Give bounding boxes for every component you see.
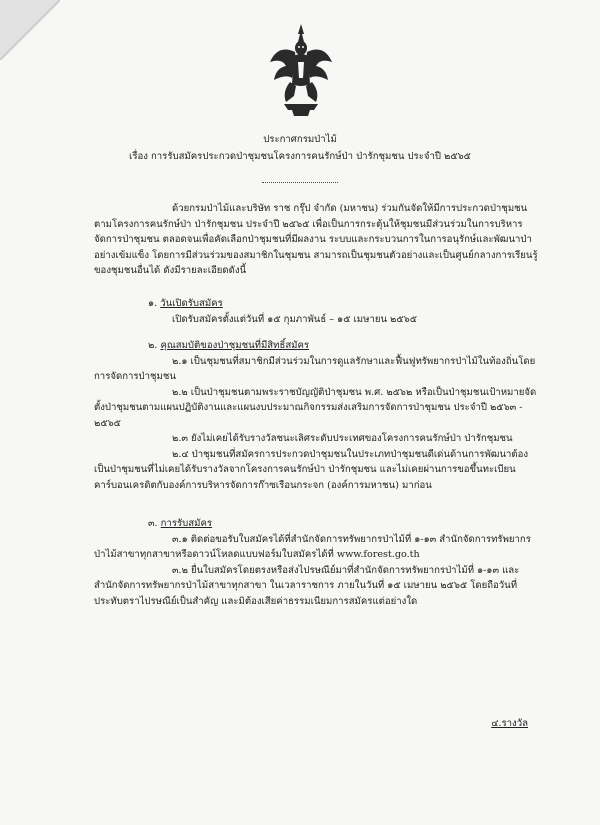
folded-corner bbox=[0, 0, 60, 60]
garuda-emblem-icon bbox=[268, 22, 334, 118]
section-2-item-3: ๒.๓ ยังไม่เคยได้รับรางวัลชนะเลิศระดับประเทศของโครงการคนรักษ์ป่า ป่ารักชุมชน bbox=[172, 433, 513, 444]
next-page-reference: ๔.รางวัล bbox=[491, 718, 528, 729]
section-2-number: ๒. bbox=[148, 340, 158, 351]
intro-paragraph: ด้วยกรมป่าไม้และบริษัท ราช กรุ๊ป จำกัด (มหาชน) ร่วมกันจัดให้มีการประกวดป่าชุมชนตามโครงการคนรักษ์ป่า ป่ารักชุมชน ประจำปี ๒๕๖๕ เพื่อเป็นการกระตุ้นให้ชุมชนมีส่วนร่วมในการบริหารจัดการป่าชุมชน ตลอดจนเพื่อคัดเลือกป่าชุมชนที่มีผลงาน ระบบและกระบวนการในการอนุรักษ์และพัฒนาป่าอย่างเข้มแข็ง โดยการมีส่วนร่วมของสมาชิกในชุมชน สามารถเป็นชุมชนตัวอย่างและเป็นศูนย์กลางการเรียนรู้ของชุมชนอื่นได้ ดังมีรายละเอียดดังนี้ bbox=[94, 203, 538, 276]
section-2-title: คุณสมบัติของป่าชุมชนที่มีสิทธิ์สมัคร bbox=[160, 340, 310, 351]
section-2-item-2: ๒.๒ เป็นป่าชุมชนตามพระราชบัญญัติป่าชุมชน พ.ศ. ๒๕๖๒ หรือเป็นป่าชุมชนเป้าหมายจัดตั้งป่าชุมชนตามแผนปฏิบัติงานและแผนงบประมาณกิจกรรมส่งเสริมการจัดการป่าชุมชน ประจำปี ๒๕๖๓ - ๒๕๖๕ bbox=[94, 386, 537, 429]
section-2-item-1: ๒.๑ เป็นชุมชนที่สมาชิกมีส่วนร่วมในการดูแลรักษาและฟื้นฟูทรัพยากรป่าไม้ในท้องถิ่นโดยการจัดการป่าชุมชน bbox=[94, 355, 536, 382]
section-1-number: ๑. bbox=[148, 298, 158, 309]
section-3 bbox=[94, 516, 540, 609]
section-1 bbox=[94, 296, 540, 327]
section-2 bbox=[94, 338, 540, 493]
section-3-item-1: ๓.๑ ติดต่อขอรับใบสมัครได้ที่สำนักจัดการทรัพยากรป่าไม้ที่ ๑-๑๓ สำนักจัดการทรัพยากรป่าไม้สาขาทุกสาขาหรือดาวน์โหลดแบบฟอร์มใบสมัครได้ที่ www.forest.go.th bbox=[94, 533, 531, 560]
subject-line: เรื่อง การรับสมัครประกวดป่าชุมชนโครงการคนรักษ์ป่า ป่ารักชุมชน ประจำปี ๒๕๖๕ bbox=[129, 151, 471, 162]
section-1-body: เปิดรับสมัครตั้งแต่วันที่ ๑๕ กุมภาพันธ์ – ๑๕ เมษายน ๒๕๖๕ bbox=[172, 313, 417, 325]
divider-line bbox=[262, 182, 338, 183]
section-3-title: การรับสมัคร bbox=[160, 518, 213, 529]
section-1-title: วันเปิดรับสมัคร bbox=[160, 298, 223, 309]
section-2-item-4: ๒.๔ ป่าชุมชนที่สมัครการประกวดป่าชุมชนในประเภทป่าชุมชนดีเด่นด้านการพัฒนาต้องเป็นป่าชุมชนที่ไม่เคยได้รับรางวัลจากโครงการคนรักษ์ป่า ป่ารักชุมชน และไม่เคยผ่านการขอขึ้นทะเบียนคาร์บอนเครดิตกับองค์การบริหารจัดการก๊าซเรือนกระจก (องค์การมหาชน) มาก่อน bbox=[94, 448, 529, 491]
section-3-number: ๓. bbox=[148, 518, 158, 529]
section-3-item-2: ๓.๒ ยื่นใบสมัครโดยตรงหรือส่งไปรษณีย์มาที่สำนักจัดการทรัพยากรป่าไม้ที่ ๑-๑๓ และสำนักจัดการทรัพยากรป่าไม้สาขาทุกสาขา ในเวลาราชการ ภายในวันที่ ๑๕ เมษายน ๒๕๖๕ โดยถือวันที่ประทับตราไปรษณีย์เป็นสำคัญ และมิต้องเสียค่าธรรมเนียมการสมัครแต่อย่างใด bbox=[94, 564, 520, 607]
issuer-title: ประกาศกรมป่าไม้ bbox=[263, 134, 337, 145]
